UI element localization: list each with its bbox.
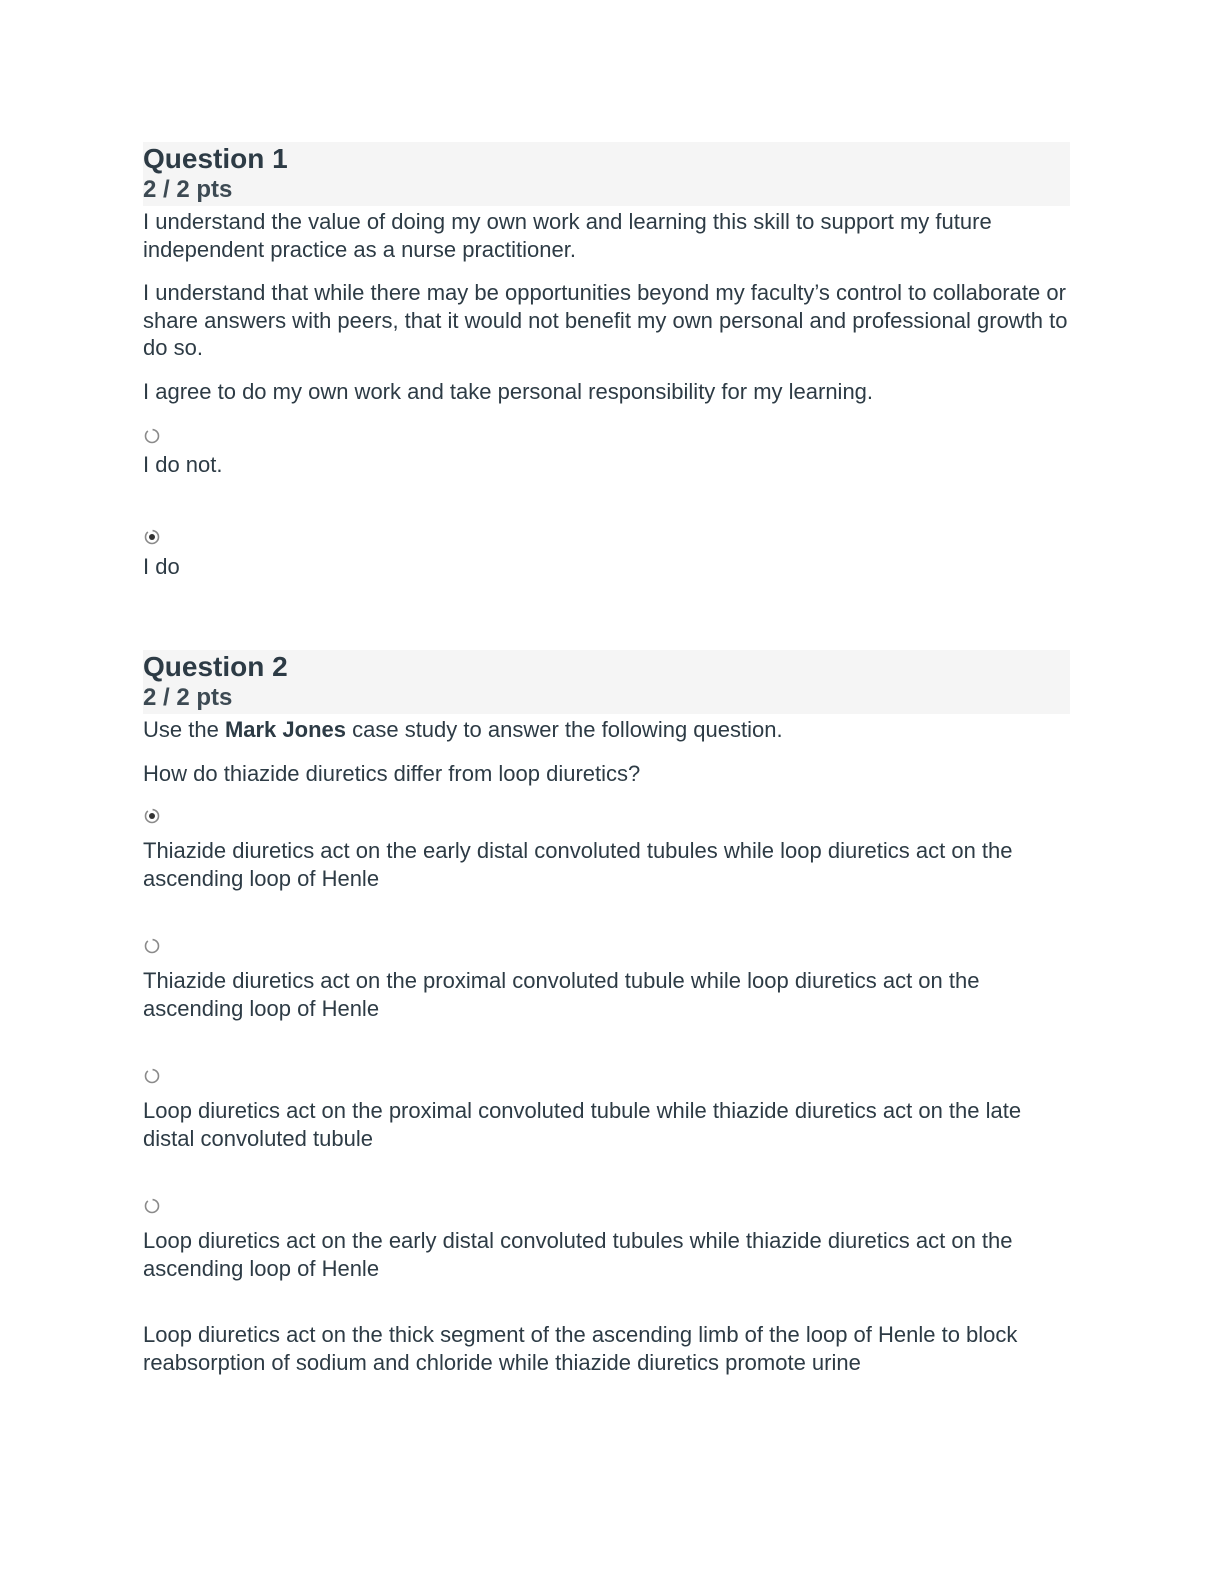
- question-2: [143, 650, 1070, 1377]
- answer-option[interactable]: [143, 427, 1070, 479]
- answer-text: Thiazide diuretics act on the early distal convoluted tubules while loop diuretics act on the ascending loop of Henle: [143, 838, 1013, 891]
- question-points: 2 / 2 pts: [143, 176, 233, 203]
- answer-option[interactable]: [143, 1321, 1070, 1377]
- question-title: Question 2: [143, 651, 288, 682]
- question-points: 2 / 2 pts: [143, 684, 233, 711]
- answer-text: I do: [143, 554, 180, 579]
- quiz-page: [143, 142, 1070, 1377]
- radio-unselected-icon[interactable]: [143, 1197, 161, 1215]
- answer-text: Loop diuretics act on the thick segment of the ascending limb of the loop of Henle to block reabsorption of sodium and chloride while thiazide diuretics promote urine: [143, 1322, 1018, 1375]
- question-title: Question 1: [143, 143, 288, 174]
- answer-option[interactable]: [143, 1197, 1070, 1283]
- radio-unselected-icon[interactable]: [143, 1067, 161, 1085]
- answer-text: Loop diuretics act on the early distal convoluted tubules while thiazide diuretics act on the ascending loop of Henle: [143, 1228, 1013, 1281]
- radio-selected-icon[interactable]: [143, 528, 161, 546]
- answer-option[interactable]: [143, 937, 1070, 1023]
- answer-text: Loop diuretics act on the proximal convoluted tubule while thiazide diuretics act on the late distal convoluted tubule: [143, 1098, 1022, 1151]
- intro-suffix: case study to answer the following question.: [346, 717, 783, 742]
- question-paragraph: I understand that while there may be opportunities beyond my faculty’s control to collaborate or share answers with peers, that it would not benefit my own personal and professional growth to do so.: [143, 280, 1068, 360]
- question-header: [143, 650, 1070, 714]
- answer-option[interactable]: [143, 1067, 1070, 1153]
- answer-option[interactable]: [143, 528, 1070, 581]
- intro-prefix: Use the: [143, 717, 225, 742]
- answer-text: Thiazide diuretics act on the proximal convoluted tubule while loop diuretics act on the ascending loop of Henle: [143, 968, 980, 1021]
- question-header: [143, 142, 1070, 206]
- question-paragraph: I agree to do my own work and take personal responsibility for my learning.: [143, 378, 874, 404]
- question-prompt: How do thiazide diuretics differ from loop diuretics?: [143, 760, 641, 786]
- question-paragraph: I understand the value of doing my own work and learning this skill to support my future independent practice as a nurse practitioner.: [143, 209, 992, 262]
- answer-text: I do not.: [143, 452, 223, 477]
- radio-unselected-icon[interactable]: [143, 427, 161, 445]
- question-body: [143, 208, 1070, 405]
- radio-unselected-icon[interactable]: [143, 937, 161, 955]
- question-intro: [143, 716, 1070, 744]
- case-study-name: Mark Jones: [224, 717, 346, 742]
- radio-selected-icon[interactable]: [143, 807, 161, 825]
- question-1: [143, 142, 1070, 581]
- answer-option[interactable]: [143, 807, 1070, 893]
- question-body: [143, 716, 1070, 787]
